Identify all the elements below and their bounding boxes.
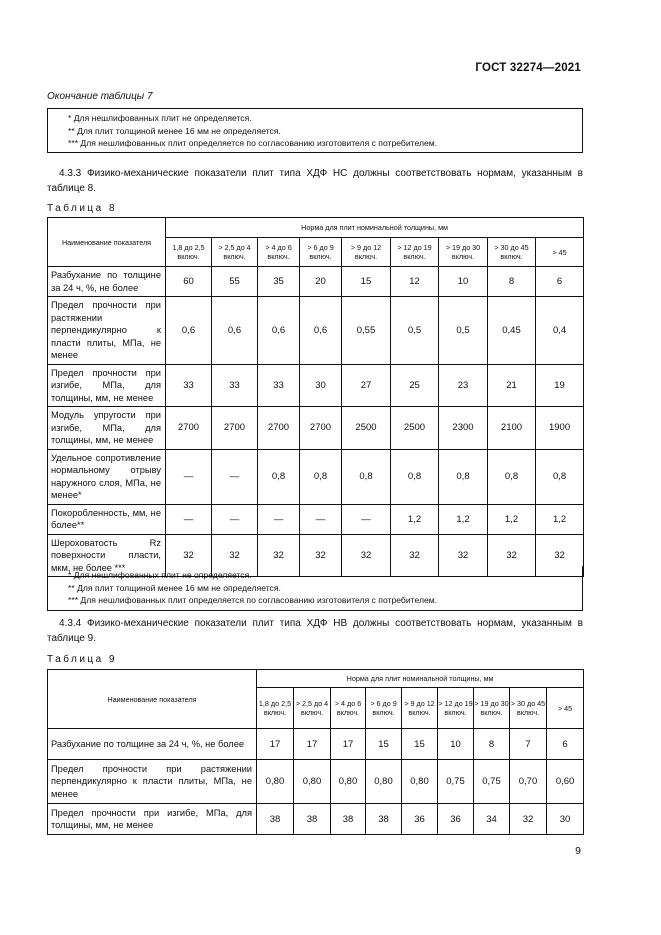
cell: 1900 <box>536 407 584 450</box>
cell: 0,80 <box>294 760 331 804</box>
col-header: > 12 до 19 включ. <box>391 238 439 267</box>
cell: 38 <box>366 804 402 835</box>
cell: 34 <box>474 804 510 835</box>
table-row <box>48 267 584 297</box>
row-label: Предел прочности при изгибе, МПа, для толщины, мм, не менее <box>48 804 257 835</box>
cell: 32 <box>212 534 258 577</box>
col-header: > 6 до 9 включ. <box>366 688 402 729</box>
cell: — <box>212 449 258 504</box>
row-label: Разбухание по толщине за 24 ч, %, не более <box>48 267 166 297</box>
cell: 32 <box>391 534 439 577</box>
cell: 35 <box>258 267 300 297</box>
cell: 6 <box>547 729 584 760</box>
table7-footnotes <box>47 108 583 153</box>
cell: 15 <box>402 729 438 760</box>
cell: 7 <box>510 729 547 760</box>
cell: — <box>212 504 258 534</box>
table9-label: Таблица 9 <box>47 654 118 665</box>
col-header: > 45 <box>536 238 584 267</box>
col-header-name: Наименование показателя <box>48 218 166 267</box>
table-row <box>48 760 584 804</box>
row-label: Шероховатость Rz поверхности пласти, мкм, не более *** <box>48 534 166 577</box>
table-row <box>48 729 584 760</box>
cell: 0,55 <box>342 297 391 365</box>
cell: 32 <box>342 534 391 577</box>
cell: 0,5 <box>391 297 439 365</box>
cell: 2500 <box>391 407 439 450</box>
row-label: Предел прочности при растяжении перпендикулярно к пласти плиты, МПа, не менее <box>48 760 257 804</box>
paragraph-4-3-4: 4.3.4 Физико-механические показатели плит типа ХДФ НВ должны соответствовать нормам, указанным в таблице 9. <box>47 618 583 644</box>
row-label: Предел прочности при изгибе, МПа, для толщины, мм, не менее <box>48 364 166 407</box>
cell: 32 <box>166 534 212 577</box>
cell: 10 <box>438 729 474 760</box>
cell: 2300 <box>439 407 488 450</box>
table8 <box>47 217 584 577</box>
cell: 36 <box>438 804 474 835</box>
cell: 33 <box>212 364 258 407</box>
cell: 38 <box>331 804 366 835</box>
cell: 0,80 <box>366 760 402 804</box>
cell: 15 <box>366 729 402 760</box>
col-header: > 4 до 6 включ. <box>331 688 366 729</box>
table-row <box>48 297 584 365</box>
col-header: 1,8 до 2,5 включ. <box>257 688 294 729</box>
cell: — <box>166 449 212 504</box>
cell: 32 <box>439 534 488 577</box>
cell: 30 <box>300 364 342 407</box>
col-header: > 9 до 12 включ. <box>342 238 391 267</box>
cell: 15 <box>342 267 391 297</box>
col-header: > 30 до 45 включ. <box>510 688 547 729</box>
cell: 0,45 <box>488 297 536 365</box>
cell: 0,8 <box>300 449 342 504</box>
cell: 0,6 <box>166 297 212 365</box>
cell: 21 <box>488 364 536 407</box>
cell: 1,2 <box>536 504 584 534</box>
cell: 10 <box>439 267 488 297</box>
col-header: > 45 <box>547 688 584 729</box>
cell: 32 <box>488 534 536 577</box>
cell: 32 <box>258 534 300 577</box>
cell: — <box>258 504 300 534</box>
cell: 32 <box>510 804 547 835</box>
cell: 17 <box>331 729 366 760</box>
col-header: > 6 до 9 включ. <box>300 238 342 267</box>
cell: 33 <box>166 364 212 407</box>
cell: 0,5 <box>439 297 488 365</box>
col-header: > 19 до 30 включ. <box>439 238 488 267</box>
col-header: > 2,5 до 4 включ. <box>294 688 331 729</box>
table-row <box>48 504 584 534</box>
cell: 6 <box>536 267 584 297</box>
cell: 60 <box>166 267 212 297</box>
row-label: Предел прочности при растяжении перпендикулярно к пласти плиты, МПа, не менее <box>48 297 166 365</box>
cell: 17 <box>294 729 331 760</box>
col-header: > 4 до 6 включ. <box>258 238 300 267</box>
table-row <box>48 804 584 835</box>
footnote: ** Для плит толщиной менее 16 мм не определяется. <box>68 125 281 136</box>
cell: 2700 <box>300 407 342 450</box>
cell: 8 <box>474 729 510 760</box>
col-header: 1,8 до 2,5 включ. <box>166 238 212 267</box>
cell: 19 <box>536 364 584 407</box>
cell: 2700 <box>258 407 300 450</box>
cell: 55 <box>212 267 258 297</box>
page-number: 9 <box>575 845 581 857</box>
cell: 0,8 <box>391 449 439 504</box>
col-header-group: Норма для плит номинальной толщины, мм <box>257 670 584 688</box>
cell: 0,6 <box>212 297 258 365</box>
cell: 0,4 <box>536 297 584 365</box>
cell: 0,80 <box>331 760 366 804</box>
cell: 32 <box>300 534 342 577</box>
cell: 38 <box>257 804 294 835</box>
cell: 36 <box>402 804 438 835</box>
cell: 2500 <box>342 407 391 450</box>
table-row <box>48 407 584 450</box>
paragraph-4-3-3: 4.3.3 Физико-механические показатели плит типа ХДФ НС должны соответствовать нормам, указанным в таблице 8. <box>47 168 583 194</box>
cell: 27 <box>342 364 391 407</box>
cell: 0,60 <box>547 760 584 804</box>
col-header: > 9 до 12 включ. <box>402 688 438 729</box>
table-continuation-caption: Окончание таблицы 7 <box>47 91 153 102</box>
cell: 0,75 <box>438 760 474 804</box>
footnote: *** Для нешлифованных плит определяется по согласованию изготовителя с потребителем. <box>68 595 438 605</box>
cell: 0,8 <box>536 449 584 504</box>
footnote: *** Для нешлифованных плит определяется по согласованию изготовителя с потребителем. <box>68 138 438 148</box>
cell: 8 <box>488 267 536 297</box>
cell: 2100 <box>488 407 536 450</box>
footnote: * Для нешлифованных плит не определяется. <box>68 570 252 580</box>
table8-footnotes <box>47 566 583 611</box>
cell: 1,2 <box>488 504 536 534</box>
cell: 0,8 <box>342 449 391 504</box>
cell: 2700 <box>212 407 258 450</box>
cell: 1,2 <box>439 504 488 534</box>
document-header: ГОСТ 32274—2021 <box>475 62 581 74</box>
table-row <box>48 364 584 407</box>
cell: 0,8 <box>488 449 536 504</box>
table-row <box>48 449 584 504</box>
cell: 23 <box>439 364 488 407</box>
table8-label: Таблица 8 <box>47 203 118 214</box>
cell: 12 <box>391 267 439 297</box>
col-header-name: Наименование показателя <box>48 670 257 729</box>
cell: 0,6 <box>300 297 342 365</box>
row-label: Удельное сопротивление нормальному отрыву наружного слоя, МПа, не менее* <box>48 449 166 504</box>
cell: 0,70 <box>510 760 547 804</box>
cell: 30 <box>547 804 584 835</box>
footnote: * Для нешлифованных плит не определяется. <box>68 113 252 123</box>
row-label: Модуль упругости при изгибе, МПа, для толщины, мм, не менее <box>48 407 166 450</box>
col-header: > 19 до 30 включ. <box>474 688 510 729</box>
cell: 17 <box>257 729 294 760</box>
cell: — <box>342 504 391 534</box>
cell: 33 <box>258 364 300 407</box>
cell: 0,6 <box>258 297 300 365</box>
cell: 2700 <box>166 407 212 450</box>
cell: 0,8 <box>258 449 300 504</box>
cell: 0,8 <box>439 449 488 504</box>
cell: 0,80 <box>257 760 294 804</box>
cell: 32 <box>536 534 584 577</box>
footnote: ** Для плит толщиной менее 16 мм не определяется. <box>68 582 281 593</box>
cell: 0,80 <box>402 760 438 804</box>
cell: 38 <box>294 804 331 835</box>
row-label: Покоробленность, мм, не более** <box>48 504 166 534</box>
cell: — <box>300 504 342 534</box>
col-header-group: Норма для плит номинальной толщины, мм <box>166 218 584 238</box>
cell: 0,75 <box>474 760 510 804</box>
cell: 25 <box>391 364 439 407</box>
col-header: > 30 до 45 включ. <box>488 238 536 267</box>
cell: 1,2 <box>391 504 439 534</box>
table9 <box>47 669 584 835</box>
col-header: > 12 до 19 включ. <box>438 688 474 729</box>
cell: — <box>166 504 212 534</box>
col-header: > 2,5 до 4 включ. <box>212 238 258 267</box>
row-label: Разбухание по толщине за 24 ч, %, не более <box>48 729 257 760</box>
cell: 20 <box>300 267 342 297</box>
